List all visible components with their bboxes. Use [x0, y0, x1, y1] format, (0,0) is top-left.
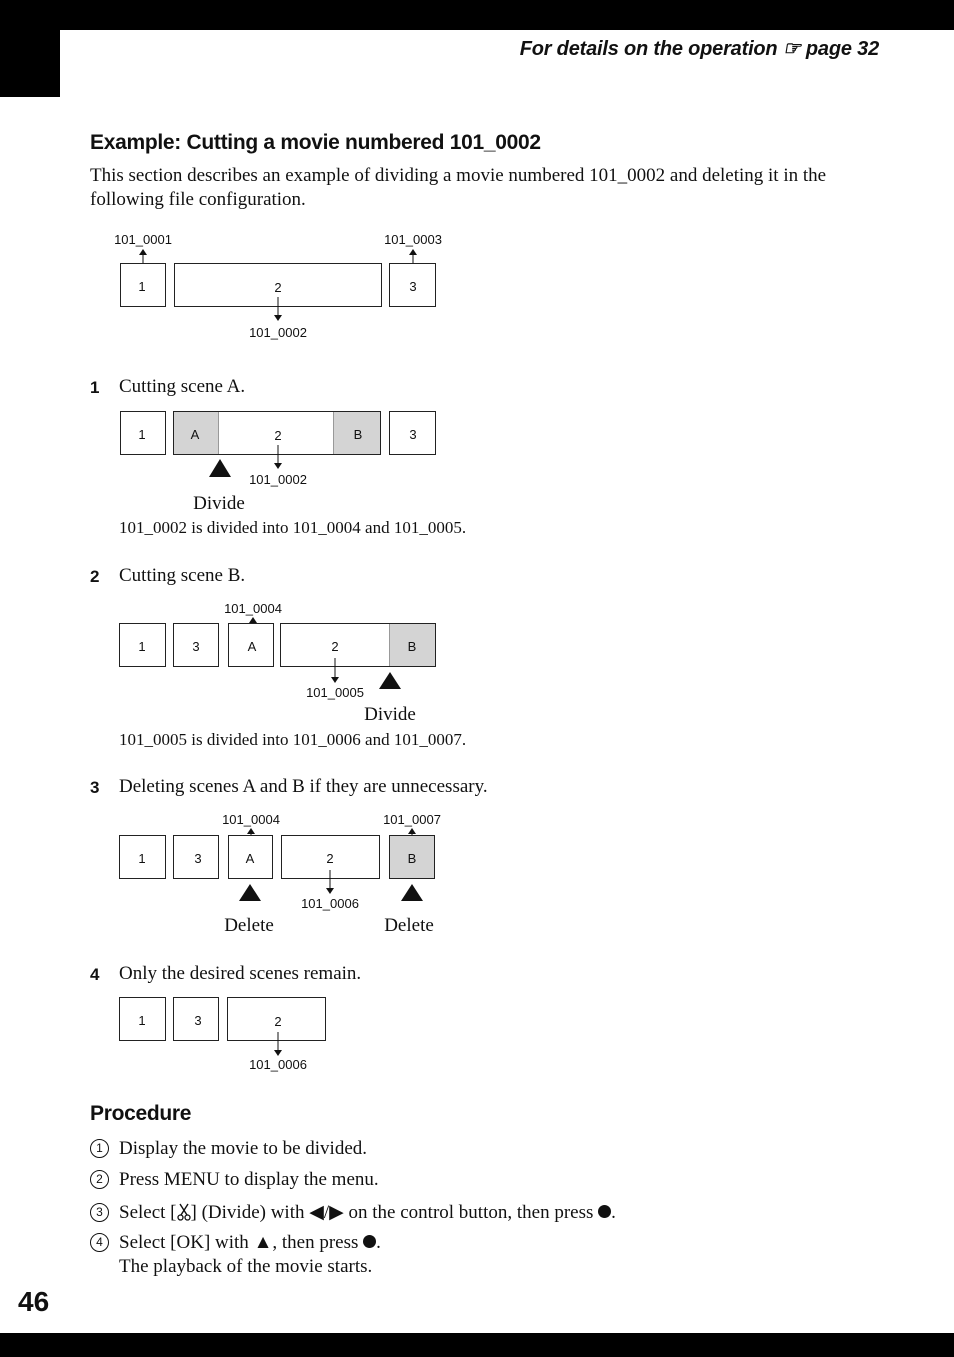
intro-paragraph: This section describes an example of dividing a movie numbered 101_0002 and deleting it in the following file configuration.	[90, 165, 827, 210]
reference-page: page 32	[800, 38, 879, 60]
file-label-101-0001: 101_0001	[114, 232, 172, 247]
remaining-scenes-diagram	[110, 990, 350, 1080]
box-label: B	[407, 639, 417, 654]
step-number: 1	[90, 378, 100, 397]
step-circle-number: 1	[90, 1139, 109, 1158]
box-label: A	[245, 851, 255, 866]
box-label: 3	[409, 427, 417, 442]
step-circle-number: 2	[90, 1170, 109, 1189]
box-label: B	[407, 851, 417, 866]
delete-caption: Delete	[224, 915, 274, 936]
box-label: 3	[194, 1013, 202, 1028]
box-label: 1	[138, 427, 146, 442]
step-note: 101_0002 is divided into 101_0004 and 101_0005.	[119, 518, 467, 537]
box-label: 1	[138, 1013, 146, 1028]
top-black-bar	[0, 0, 954, 30]
step-text: Cutting scene A.	[119, 376, 246, 397]
divide-caption: Divide	[193, 493, 245, 514]
box-label: 2	[274, 1014, 282, 1029]
file-label: 101_0002	[249, 472, 307, 487]
file-label: 101_0004	[222, 812, 280, 827]
box-label: 1	[138, 639, 146, 654]
procedure-text: ] (Divide) with	[190, 1202, 310, 1223]
cutting-scene-b-diagram	[110, 596, 450, 726]
divide-triangle-icon	[209, 459, 231, 477]
up-arrow-icon: ▲	[253, 1232, 273, 1253]
delete-triangle-icon	[239, 884, 261, 901]
pointing-hand-icon: ☞	[782, 38, 801, 60]
procedure-item	[90, 1232, 381, 1254]
box-label: 3	[192, 639, 200, 654]
box-label: 2	[274, 428, 282, 443]
box-label: B	[353, 427, 363, 442]
scissors-icon	[177, 1203, 191, 1221]
step-text: Cutting scene B.	[119, 565, 246, 586]
deleting-scenes-diagram	[110, 807, 450, 937]
procedure-text: , then press	[272, 1232, 364, 1253]
step-number: 2	[90, 567, 100, 586]
procedure-text: .	[611, 1202, 616, 1223]
step-text: Only the desired scenes remain.	[119, 963, 362, 984]
procedure-text: on the control button, then press	[343, 1202, 599, 1223]
procedure-item	[90, 1169, 379, 1191]
box-label: 3	[194, 851, 202, 866]
file-label: 101_0006	[301, 896, 359, 911]
center-button-icon	[598, 1205, 611, 1218]
box-label: 1	[138, 279, 146, 294]
procedure-text: Select [	[119, 1202, 177, 1223]
section-title: Example: Cutting a movie numbered 101_0002	[90, 131, 541, 154]
step-circle-number: 3	[90, 1203, 109, 1222]
file-label-101-0002: 101_0002	[249, 325, 307, 340]
page-number: 46	[18, 1286, 50, 1317]
procedure-text: Press MENU to display the menu.	[119, 1169, 379, 1190]
reference-text: For details on the operation	[519, 38, 783, 60]
box-label: 2	[331, 639, 339, 654]
procedure-text: Select [OK] with	[119, 1232, 254, 1253]
file-label: 101_0007	[383, 812, 441, 827]
box-label: A	[247, 639, 257, 654]
box-label: 3	[409, 279, 417, 294]
cutting-scene-a-diagram	[110, 405, 450, 515]
procedure-text: .	[376, 1232, 381, 1253]
step-number: 4	[90, 965, 100, 984]
file-label-101-0003: 101_0003	[384, 232, 442, 247]
box-label: 1	[138, 851, 146, 866]
step-text: Deleting scenes A and B if they are unnecessary.	[119, 776, 488, 797]
left-right-arrows-icon: ◀/▶	[309, 1202, 344, 1223]
procedure-item	[90, 1138, 367, 1160]
divide-caption: Divide	[364, 704, 416, 725]
procedure-item	[90, 1201, 616, 1224]
file-label: 101_0005	[306, 685, 364, 700]
procedure-text: Display the movie to be divided.	[119, 1138, 368, 1159]
page-reference	[520, 36, 879, 61]
box-label: A	[190, 427, 200, 442]
file-label: 101_0006	[249, 1057, 307, 1072]
box-label: 2	[274, 280, 282, 295]
delete-caption: Delete	[384, 915, 434, 936]
box-label: 2	[326, 851, 334, 866]
divide-triangle-icon	[379, 672, 401, 689]
step-circle-number: 4	[90, 1233, 109, 1252]
file-label: 101_0004	[224, 601, 282, 616]
step-number: 3	[90, 778, 100, 797]
bottom-black-bar	[0, 1333, 954, 1357]
chapter-tab	[0, 0, 60, 97]
procedure-sub-note: The playback of the movie starts.	[119, 1256, 373, 1277]
step-note: 101_0005 is divided into 101_0006 and 101_0007.	[119, 730, 467, 749]
file-configuration-diagram	[110, 228, 450, 348]
center-button-icon	[363, 1235, 376, 1248]
delete-triangle-icon	[401, 884, 423, 901]
procedure-title: Procedure	[90, 1102, 192, 1125]
